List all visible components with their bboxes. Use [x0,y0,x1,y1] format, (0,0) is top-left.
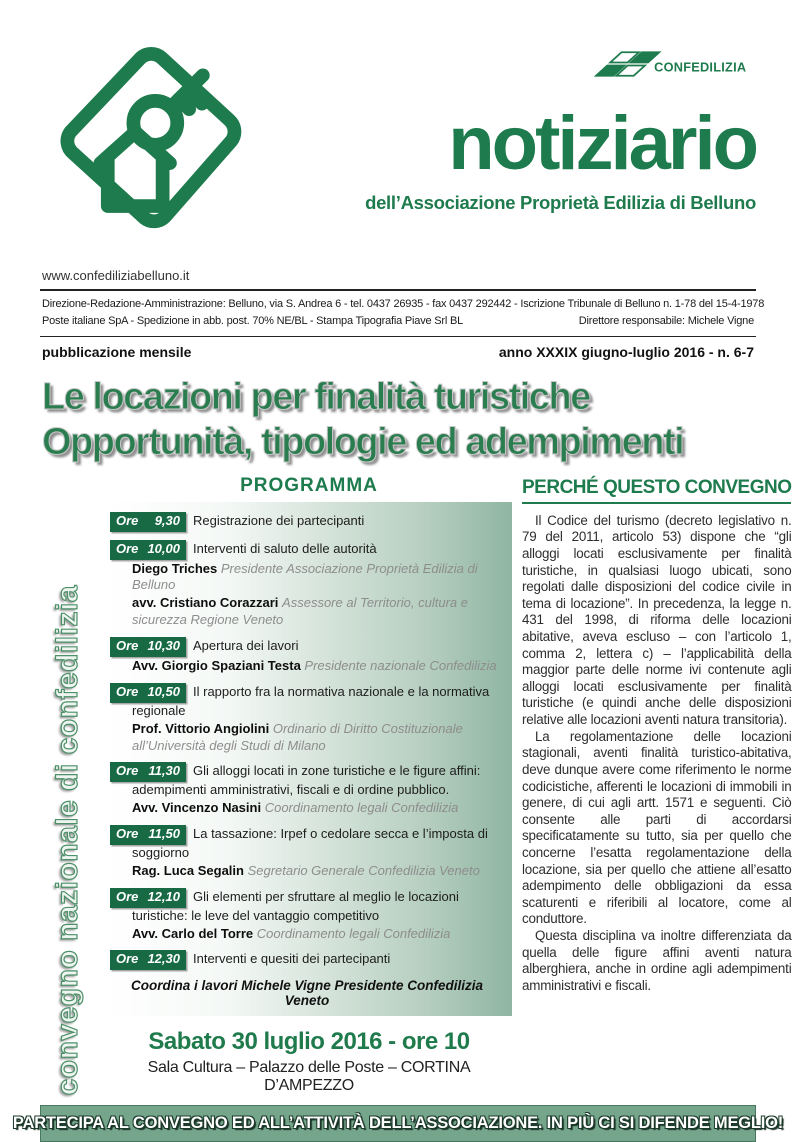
time-badge [110,512,186,532]
program-item-list [110,512,504,971]
article-paragraph: Questa disciplina va inoltre differenziata da quella delle figure affini aventi natura alberghiera, anche in ordine agli adempimenti amministrativi e fiscali. [522,927,792,993]
program-item-text: Registrazione dei partecipanti [193,512,365,528]
program-item-text: Apertura dei lavori [193,638,299,654]
time-value: 9,30 [154,512,180,528]
speaker-line [132,721,504,755]
time-value: 10,50 [147,683,180,699]
program-item-title-line [116,512,504,532]
speaker-line [132,595,504,629]
program-item [110,540,504,629]
speaker-role: Presidente Associazione Proprietà Edilizia di Belluno [132,560,478,593]
speaker-name: Avv. Carlo del Torre [132,925,257,941]
time-label: Ore [116,763,139,779]
info-line-2: Poste italiane SpA - Spedizione in abb. post. 70% NE/BL - Stampa Tipografia Piave Srl BL [42,315,464,328]
ape-logo-icon [52,44,244,252]
program-item [110,888,504,943]
main-content [40,474,792,1096]
program-item [110,950,504,970]
time-value: 11,30 [148,763,180,779]
time-label: Ore [116,888,139,904]
speaker-line [132,863,504,880]
article-column [522,475,791,1096]
program-coordinator: Coordina i lavori Michele Vigne Presidente Confedilizia Veneto [130,978,484,1009]
time-value: 12,30 [147,951,180,967]
time-value: 11,50 [148,826,180,842]
program-item [110,637,504,675]
time-label: Ore [116,951,139,967]
program-item-text: Gli elementi per sfruttare al meglio le locazioni turistiche: le leve del vantaggio competitivo [132,888,459,923]
time-value: 12,10 [147,888,180,904]
speaker-name: avv. Cristiano Corazzari [132,595,283,611]
time-label: Ore [116,683,139,699]
website-url[interactable]: www.confediliziabelluno.it [42,268,190,283]
speaker-name: Avv. Vincenzo Nasini [132,800,265,816]
program-box [106,502,512,1017]
program-item [110,762,504,817]
program-item [110,825,504,880]
newsletter-subtitle: dell’Associazione Proprietà Edilizia di Belluno [365,192,756,214]
article-paragraph: Il Codice del turismo (decreto legislativo n. 79 del 2011, articolo 53) dispone che “gli alloggi locati esclusivamente per finalità turistiche, in qualsiasi luogo ubicati, sono regolati dalle disposizioni del codice civile in tema di locazione”. In precedenza, la legge n. 431 del 1998, di riforma delle locazioni abitative, aveva escluso – con l’articolo 1, comma 2, lettera c) – l’applicabilità della maggior parte delle norme ivi contenute agli alloggi locati esclusivamente per finalità turistiche (e quindi anche delle disposizioni relative alle locazioni aventi natura transitoria). [522,512,792,728]
time-badge [110,683,186,703]
newsletter-title: notiziario [448,101,756,186]
speaker-name: Prof. Vittorio Angiolini [132,720,273,736]
speaker-role: Assessore al Territorio, cultura e sicurezza Regione Veneto [132,595,468,628]
confedilizia-brand-text: CONFEDILIZIA [654,59,747,75]
speaker-line [132,658,504,675]
masthead-right [316,44,756,214]
speaker-line [132,561,504,595]
program-column [106,475,512,1096]
info-line-1: Direzione-Redazione-Amministrazione: Belluno, via S. Andrea 6 - tel. 0437 26935 - fax 0437 292442 - Iscrizione Tribunale di Belluno n. 1-78 del 15-4-1978 [42,298,765,310]
time-badge [110,762,186,782]
program-item-text: Il rapporto fra la normativa nazionale e la normativa regionale [132,683,490,718]
bottom-banner-text: PARTECIPA AL CONVEGNO ED ALL’ATTIVITÀ DELL’ASSOCIAZIONE. IN PIÙ CI SI DIFENDE MEGLIO! [12,1114,784,1133]
program-item-title-line [116,888,504,925]
program-item-text: Interventi e quesiti dei partecipanti [193,951,391,967]
ape-house-key-logo [52,44,244,257]
confedilizia-logo-icon [594,48,752,81]
publisher-info [40,291,765,336]
program-item-title-line [116,950,504,970]
confedilizia-logo [594,48,752,86]
headline-line-1: Le locazioni per finalità turistiche [42,376,590,419]
program-item-title-line [116,762,504,799]
program-item-title-line [116,637,504,657]
speaker-role: Ordinario di Diritto Costituzionale all’Università degli Studi di Milano [132,720,463,753]
program-item-title-line [116,683,504,720]
speaker-role: Presidente nazionale Confedilizia [304,657,497,673]
program-title: PROGRAMMA [240,474,378,496]
speaker-role: Coordinamento legali Confedilizia [256,925,451,941]
issue-number: anno XXXIX giugno-luglio 2016 - n. 6-7 [498,344,754,361]
speaker-name: Rag. Luca Segalin [132,862,248,878]
publication-frequency: pubblicazione mensile [42,344,192,361]
headline-line-2: Opportunità, tipologie ed adempimenti [42,420,684,463]
speaker-name: Diego Triches [132,560,221,576]
program-item-text: La tassazione: Irpef o cedolare secca e l’imposta di soggiorno [132,826,488,860]
vertical-banner [40,475,96,1096]
speaker-line [132,800,504,817]
time-label: Ore [116,638,139,654]
time-badge [110,825,186,845]
program-item-title-line [116,825,504,862]
event-venue: Sala Cultura – Palazzo delle Poste – CORTINA D’AMPEZZO [147,1059,471,1095]
event-date: Sabato 30 luglio 2016 - ore 10 [148,1028,470,1056]
speaker-name: Avv. Giorgio Spaziani Testa [132,657,305,673]
program-item-title-line [116,540,504,560]
time-label: Ore [116,540,139,556]
speaker-role: Segretario Generale Confedilizia Veneto [247,862,480,878]
masthead [40,44,756,262]
time-badge [110,540,186,560]
article-title: PERCHÉ QUESTO CONVEGNO [522,477,791,504]
main-headline [42,375,756,465]
time-badge [110,888,186,908]
time-label: Ore [116,826,139,842]
time-badge [110,950,186,970]
director-credit: Direttore responsabile: Michele Vigne [578,315,754,328]
time-badge [110,637,186,657]
bottom-banner [12,1105,784,1142]
time-label: Ore [116,512,139,528]
article-paragraph: La regolamentazione delle locazioni stagionali, aventi finalità turistico-abitativa, deve dunque avere come riferimento le norme codicistiche, afferenti le locazioni di immobili in genere, di cui agli artt. 1571 e seguenti. Ciò consente alle parti di accordarsi specificatamente su tutto, sia per quello che concerne l’esatta regolamentazione della locazione, sia per quello che attiene all’esatto adempimento delle obbligazioni da essa scaturenti e riferibili al locatore, come al conduttore. [522,728,792,927]
program-item-text: Interventi di saluto delle autorità [193,540,377,556]
article-body [522,513,791,995]
time-value: 10,00 [147,540,180,556]
vertical-banner-text: convegno nazionale di confedilizia [51,584,84,1096]
program-item [110,512,504,532]
program-item-text: Gli alloggi locati in zone turistiche e le figure affini: adempimenti amministrativi, fiscali e di ordine pubblico. [132,763,481,798]
speaker-line [132,926,504,943]
speaker-role: Coordinamento legali Confedilizia [264,800,459,816]
issue-meta-row [40,337,756,369]
time-value: 10,30 [147,638,180,654]
program-item [110,683,504,755]
